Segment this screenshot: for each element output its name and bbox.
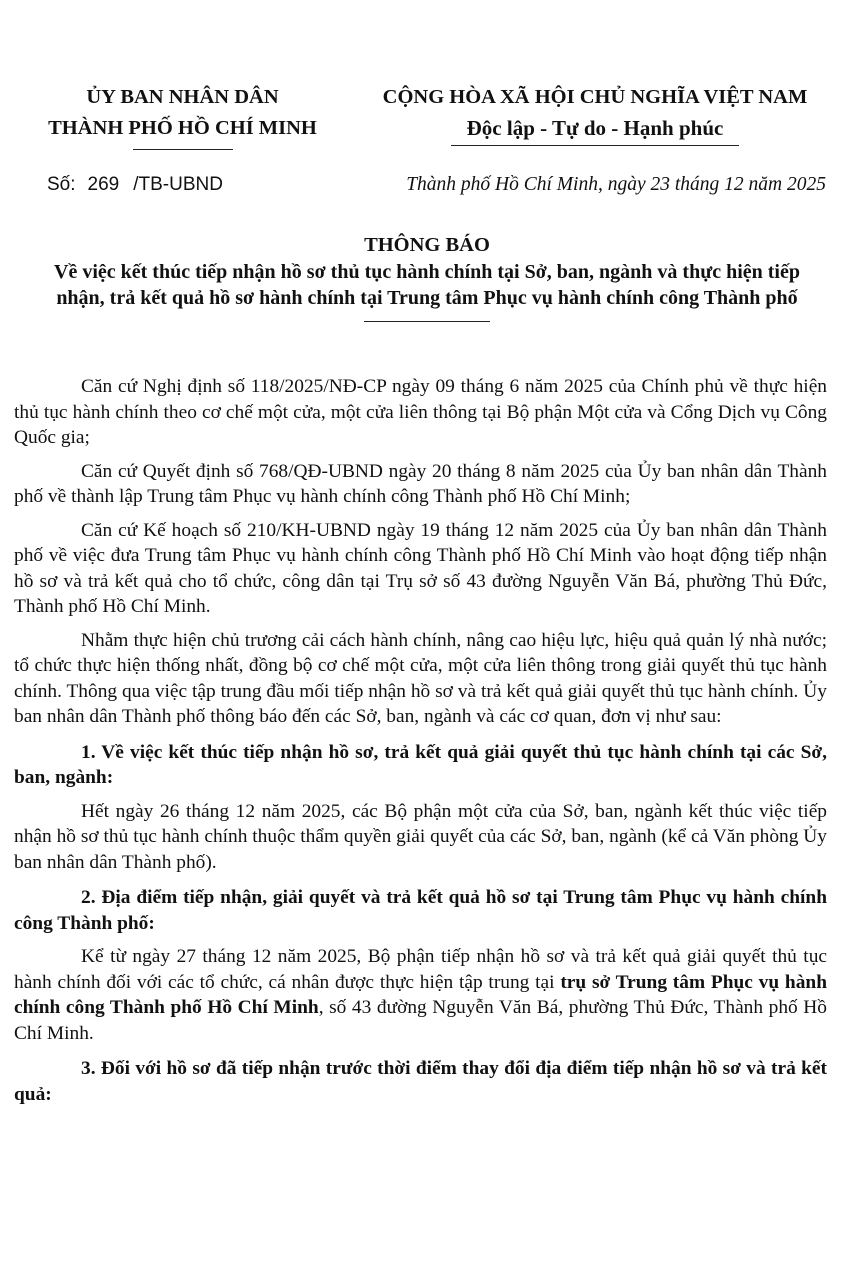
- title-underline: [364, 321, 490, 322]
- section-2-text: [14, 944, 827, 1046]
- purpose-paragraph: Nhằm thực hiện chủ trương cải cách hành chính, nâng cao hiệu lực, hiệu quả quản lý nhà nước; tổ chức thực hiện thống nhất, đồng bộ cơ chế một cửa, một cửa liên thông trong giải quyết thủ tục hành chính. Thông qua việc tập trung đầu mối tiếp nhận hồ sơ và trả kết quả giải quyết thủ tục hành chính. Ủy ban nhân dân Thành phố thông báo đến các Sở, ban, ngành và các cơ quan, đơn vị như sau:: [14, 629, 827, 727]
- national-heading: [355, 82, 835, 146]
- section-1-text: Hết ngày 26 tháng 12 năm 2025, các Bộ phận một cửa của Sở, ban, ngành kết thúc việc tiếp nhận hồ sơ thủ tục hành chính thuộc thẩm quyền giải quyết của các Sở, ban, ngành (kể cả Văn phòng Ủy ban nhân dân Thành phố).: [14, 800, 827, 873]
- number-label: Số:: [47, 174, 76, 195]
- legal-basis-2: Căn cứ Quyết định số 768/QĐ-UBND ngày 20 tháng 8 năm 2025 của Ủy ban nhân dân Thành phố về thành lập Trung tâm Phục vụ hành chính công Thành phố Hồ Chí Minh;: [14, 460, 827, 507]
- national-motto: Độc lập - Tự do - Hạnh phúc: [466, 116, 724, 140]
- section-2-heading: 2. Địa điểm tiếp nhận, giải quyết và trả kết quả hồ sơ tại Trung tâm Phục vụ hành chính công Thành phố:: [14, 887, 827, 934]
- section-2-text-b: , số 43 đường Nguyễn Văn Bá, phường Thủ Đức, Thành phố Hồ Chí Minh.: [14, 997, 827, 1044]
- section-1-heading: 1. Về việc kết thúc tiếp nhận hồ sơ, trả kết quả giải quyết thủ tục hành chính tại các Sở, ban, ngành:: [14, 741, 827, 788]
- title-subtitle: Về việc kết thúc tiếp nhận hồ sơ thủ tục hành chính tại Sở, ban, ngành và thực hiện tiếp nhận, trả kết quả hồ sơ hành chính tại Trung tâm Phục vụ hành chính công Thành phố: [54, 261, 800, 309]
- legal-basis-1: Căn cứ Nghị định số 118/2025/NĐ-CP ngày 09 tháng 6 năm 2025 của Chính phủ về thực hiện thủ tục hành chính theo cơ chế một cửa, một cửa liên thông tại Bộ phận Một cửa và Cổng Dịch vụ Công Quốc gia;: [14, 376, 827, 448]
- agency-line-1: ỦY BAN NHÂN DÂN: [86, 86, 279, 108]
- section-3-heading: 3. Đối với hồ sơ đã tiếp nhận trước thời điểm thay đổi địa điểm tiếp nhận hồ sơ và trả kết quả:: [14, 1058, 827, 1105]
- legal-basis-3: Căn cứ Kế hoạch số 210/KH-UBND ngày 19 tháng 12 năm 2025 của Ủy ban nhân dân Thành phố về việc đưa Trung tâm Phục vụ hành chính công Thành phố Hồ Chí Minh vào hoạt động tiếp nhận hồ sơ và trả kết quả cho tổ chức, công dân tại Trụ sở số 43 đường Nguyễn Văn Bá, phường Thủ Đức, Thành phố Hồ Chí Minh.: [14, 519, 827, 617]
- number-suffix: /TB-UBND: [133, 174, 223, 195]
- agency-underline: [133, 149, 233, 150]
- date-line: Thành phố Hồ Chí Minh, ngày 23 tháng 12 năm 2025: [406, 174, 826, 195]
- section-2-text-a: Kể từ ngày 27 tháng 12 năm 2025, Bộ phận tiếp nhận hồ sơ và trả kết quả giải quyết thủ tục hành chính đối với các tổ chức, cá nhân được thực hiện tập trung tại: [14, 946, 827, 993]
- number-value: 269: [87, 174, 120, 195]
- nation-line: CỘNG HÒA XÃ HỘI CHỦ NGHĨA VIỆT NAM: [382, 86, 808, 108]
- agency-line-2: THÀNH PHỐ HỒ CHÍ MINH: [48, 117, 317, 139]
- document-number: [47, 174, 223, 196]
- document-title: [40, 231, 814, 322]
- motto-underline: [451, 145, 739, 146]
- document-body: [14, 374, 827, 1115]
- issuing-agency: [30, 82, 335, 150]
- title-main: THÔNG BÁO: [364, 234, 490, 256]
- section-2-text-bold: trụ sở Trung tâm Phục vụ hành chính công Thành phố Hồ Chí Minh: [14, 971, 827, 1018]
